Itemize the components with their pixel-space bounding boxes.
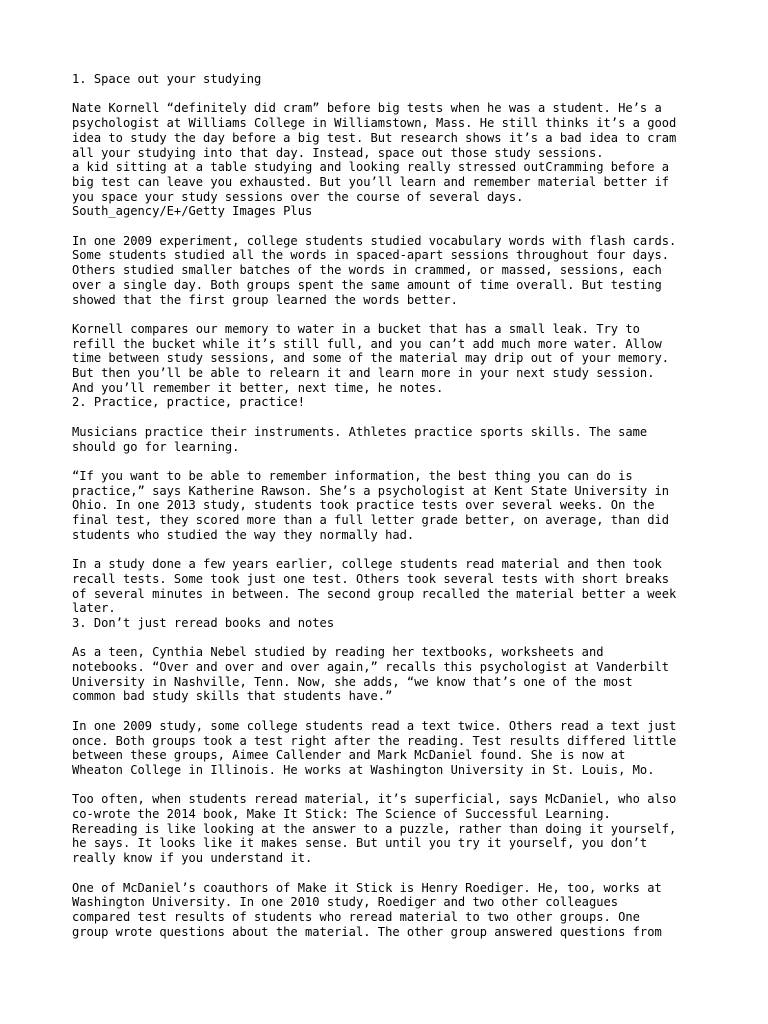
text-line: 1. Space out your studying	[72, 72, 262, 86]
paragraph	[72, 616, 712, 631]
paragraph	[72, 719, 712, 778]
text-line: Musicians practice their instruments. Athletes practice sports skills. The same	[72, 424, 648, 439]
text-line: between these groups, Aimee Callender and Mark McDaniel found. She is now at	[72, 748, 626, 763]
paragraph	[72, 395, 712, 410]
paragraph	[72, 322, 712, 396]
text-line: University in Nashville, Tenn. Now, she adds, “we know that’s one of the most	[72, 674, 633, 689]
text-line: Kornell compares our memory to water in a bucket that has a small leak. Try to	[72, 321, 640, 336]
text-line: psychologist at Williams College in Williamstown, Mass. He still thinks it’s a good	[72, 116, 677, 131]
paragraph	[72, 557, 712, 616]
text-line: Some students studied all the words in spaced-apart sessions throughout four days.	[72, 248, 670, 263]
paragraph	[72, 469, 712, 543]
text-line: he says. It looks like it makes sense. But until you try it yourself, you don’t	[72, 836, 648, 851]
text-line: idea to study the day before a big test. But research shows it’s a bad idea to cram	[72, 130, 677, 145]
text-line: should go for learning.	[72, 439, 240, 454]
paragraph	[72, 792, 712, 866]
text-line: In a study done a few years earlier, college students read material and then took	[72, 557, 662, 572]
text-line: But then you’ll be able to relearn it and learn more in your next study session.	[72, 366, 655, 381]
text-line: Wheaton College in Illinois. He works at Washington University in St. Louis, Mo.	[72, 762, 655, 777]
text-line: time between study sessions, and some of the material may drip out of your memory.	[72, 351, 670, 366]
text-line: Nate Kornell “definitely did cram” before big tests when he was a student. He’s a	[72, 101, 662, 116]
text-line: over a single day. Both groups spent the same amount of time overall. But testing	[72, 277, 662, 292]
text-line: final test, they scored more than a full letter grade better, on average, than did	[72, 513, 670, 528]
text-line: refill the bucket while it’s still full, and you can’t add much more water. Allow	[72, 336, 662, 351]
text-line: “If you want to be able to remember information, the best thing you can do is	[72, 468, 633, 483]
paragraph	[72, 72, 712, 87]
text-line: In one 2009 study, some college students read a text twice. Others read a text just	[72, 718, 677, 733]
text-line: you space your study sessions over the course of several days.	[72, 189, 524, 204]
text-line: showed that the first group learned the words better.	[72, 292, 458, 307]
text-line: notebooks. “Over and over and over again,” recalls this psychologist at Vanderbilt	[72, 660, 670, 675]
text-line: big test can leave you exhausted. But you’ll learn and remember material better if	[72, 174, 670, 189]
text-line: common bad study skills that students have.”	[72, 689, 393, 704]
text-line: Too often, when students reread material, it’s superficial, says McDaniel, who also	[72, 792, 677, 807]
text-line: later.	[72, 601, 116, 616]
paragraph	[72, 234, 712, 308]
text-line: South_agency/E+/Getty Images Plus	[72, 204, 313, 219]
text-line: In one 2009 experiment, college students studied vocabulary words with flash cards.	[72, 233, 677, 248]
paragraph	[72, 101, 712, 219]
text-line: co-wrote the 2014 book, Make It Stick: The Science of Successful Learning.	[72, 807, 611, 822]
text-line: recall tests. Some took just one test. Others took several tests with short breaks	[72, 571, 670, 586]
text-line: compared test results of students who reread material to two other groups. One	[72, 909, 640, 924]
text-line: of several minutes in between. The second group recalled the material better a week	[72, 586, 677, 601]
paragraph	[72, 425, 712, 454]
text-line: all your studying into that day. Instead, space out those study sessions.	[72, 145, 604, 160]
text-line: Rereading is like looking at the answer to a puzzle, rather than doing it yourself,	[72, 821, 677, 836]
document-page	[72, 72, 712, 954]
text-line: One of McDaniel’s coauthors of Make it Stick is Henry Roediger. He, too, works at	[72, 880, 662, 895]
text-line: As a teen, Cynthia Nebel studied by reading her textbooks, worksheets and	[72, 645, 604, 660]
text-line: 3. Don’t just reread books and notes	[72, 615, 335, 630]
text-line: And you’ll remember it better, next time, he notes.	[72, 380, 444, 395]
paragraph	[72, 881, 712, 940]
text-line: Others studied smaller batches of the words in crammed, or massed, sessions, each	[72, 263, 662, 278]
text-line: Ohio. In one 2013 study, students took practice tests over several weeks. On the	[72, 498, 655, 513]
text-line: Washington University. In one 2010 study, Roediger and two other colleagues	[72, 895, 619, 910]
text-line: students who studied the way they normally had.	[72, 527, 415, 542]
text-line: once. Both groups took a test right after the reading. Test results differed little	[72, 733, 677, 748]
text-line: really know if you understand it.	[72, 851, 313, 866]
text-line: 2. Practice, practice, practice!	[72, 395, 305, 410]
text-line: a kid sitting at a table studying and looking really stressed outCramming before a	[72, 160, 670, 175]
text-line: practice,” says Katherine Rawson. She’s a psychologist at Kent State University in	[72, 483, 670, 498]
paragraph	[72, 645, 712, 704]
text-line: group wrote questions about the material. The other group answered questions from	[72, 924, 662, 939]
